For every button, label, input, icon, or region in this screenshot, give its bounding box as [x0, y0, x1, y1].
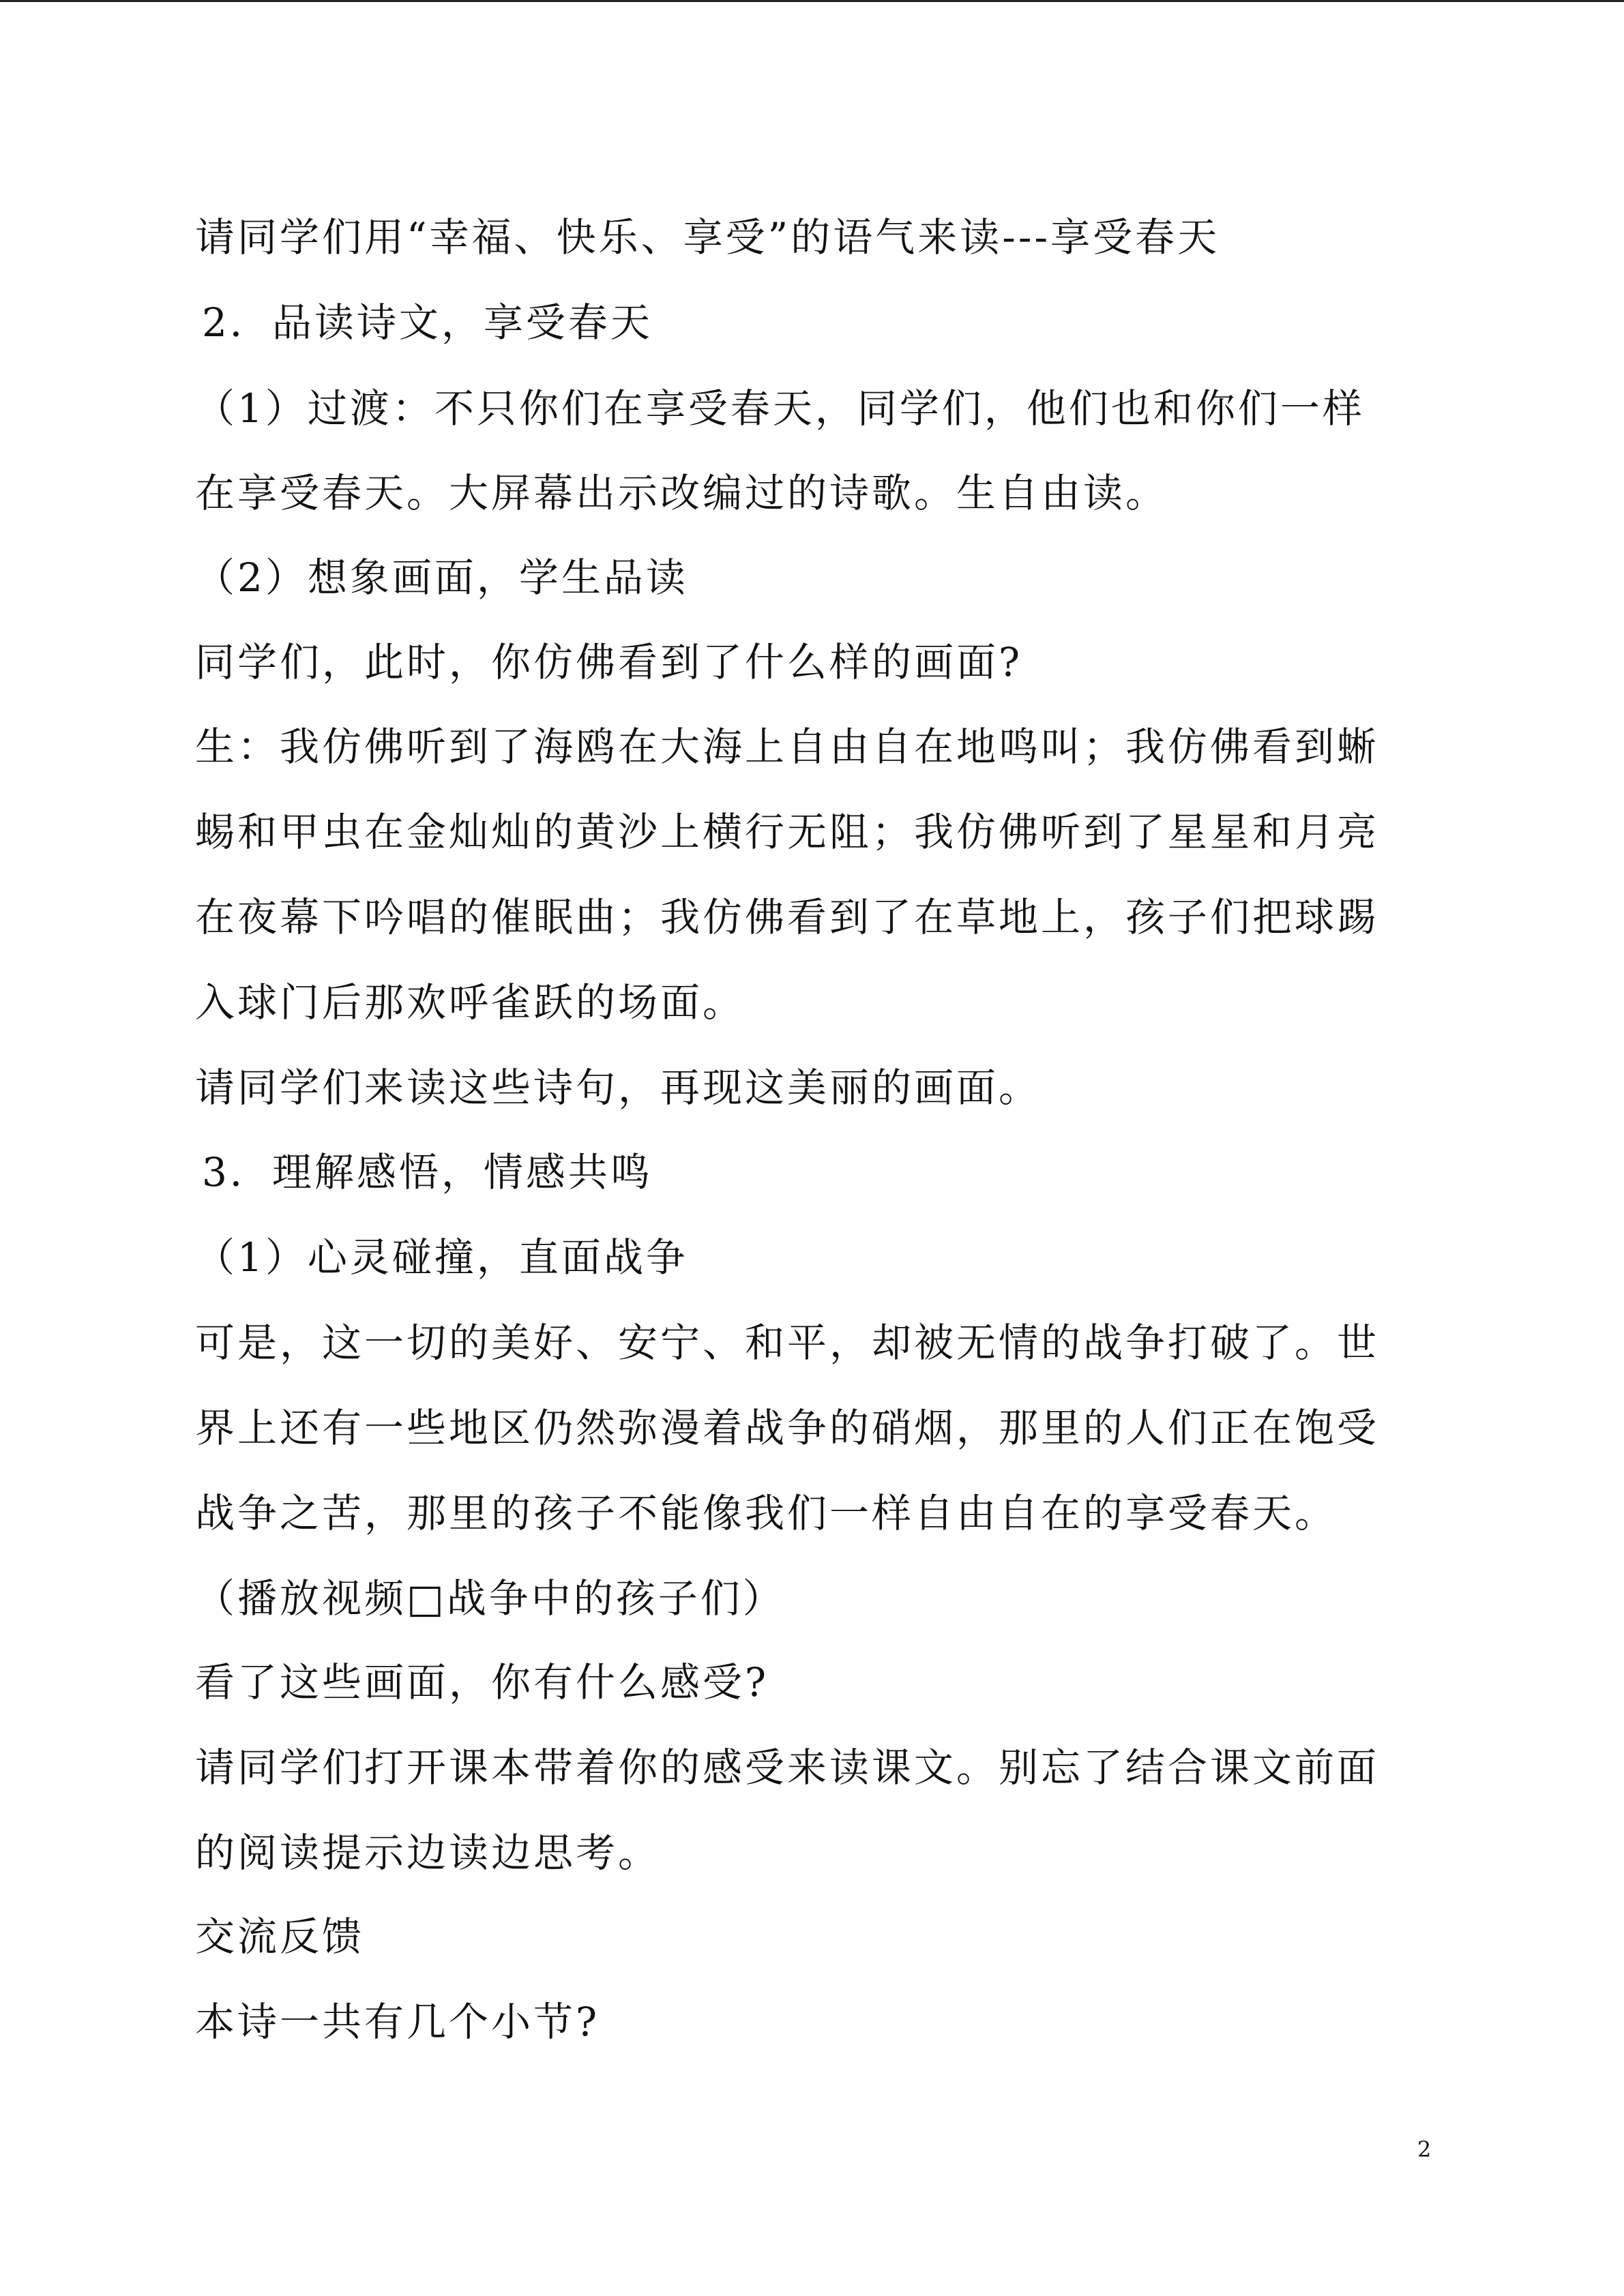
page-number: 2: [1417, 2136, 1432, 2162]
text-line: 请同学们用“幸福、快乐、享受”的语气来读---享受春天: [195, 214, 1220, 260]
text-line: 的阅读提示边读边思考。: [195, 1830, 661, 1876]
text-line: 战争之苦，那里的孩子不能像我们一样自由自在的享受春天。: [195, 1490, 1338, 1536]
section-heading: 3．理解感悟，情感共鸣: [202, 1149, 653, 1195]
text-line: 请同学们打开课本带着你的感受来读课文。别忘了结合课文前面: [195, 1744, 1380, 1791]
text-line: 请同学们来读这些诗句，再现这美丽的画面。: [195, 1064, 1042, 1111]
text-line: 在享受春天。大屏幕出示改编过的诗歌。生自由读。: [195, 470, 1168, 516]
text-line: 看了这些画面，你有什么感受?: [195, 1659, 769, 1705]
text-line: （1）过渡：不只你们在享受春天，同学们，他们也和你们一样: [195, 385, 1365, 432]
section-heading: 2．品读诗文，享受春天: [202, 299, 653, 346]
text-line: 可是，这一切的美好、安宁、和平，却被无情的战争打破了。世: [195, 1320, 1380, 1366]
text-line: 蜴和甲虫在金灿灿的黄沙上横行无阻；我仿佛听到了星星和月亮: [195, 809, 1380, 855]
text-line: 在夜幕下吟唱的催眠曲；我仿佛看到了在草地上，孩子们把球踢: [195, 894, 1380, 940]
text-line: 同学们，此时，你仿佛看到了什么样的画面?: [195, 639, 1023, 685]
text-line: 生：我仿佛听到了海鸥在大海上自由自在地鸣叫；我仿佛看到蜥: [195, 724, 1380, 770]
subsection-heading: （1）心灵碰撞，直面战争: [195, 1234, 688, 1281]
text-line: 本诗一共有几个小节?: [195, 1999, 600, 2045]
text-line: 入球门后那欢呼雀跃的场面。: [195, 979, 745, 1026]
text-line: 交流反馈: [195, 1913, 365, 1960]
text-line: （播放视频□战争中的孩子们）: [195, 1575, 785, 1622]
text-line: 界上还有一些地区仍然弥漫着战争的硝烟，那里的人们正在饱受: [195, 1405, 1380, 1451]
subsection-heading: （2）想象画面，学生品读: [195, 554, 688, 601]
